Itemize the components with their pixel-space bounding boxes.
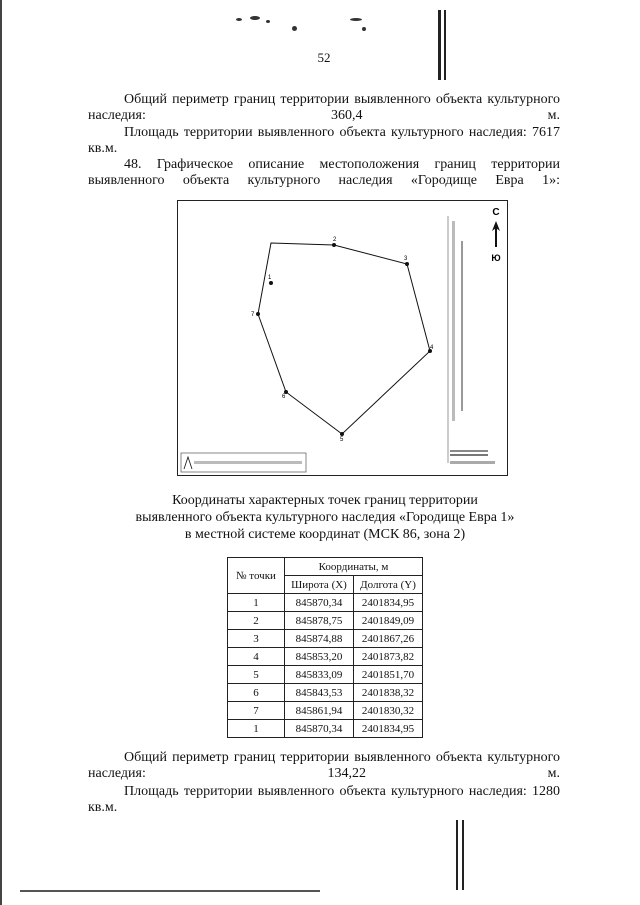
scan-artifact-right-bar [444,10,446,80]
table-row [228,702,423,720]
table-caption [100,492,550,543]
coordinates-table [227,557,423,738]
boundary-polygon [258,243,430,434]
cell-point: 6 [228,684,285,702]
cell-lat: 845870,34 [285,594,354,612]
cell-lon: 2401834,95 [354,594,423,612]
boundary-point [332,243,336,247]
point-label: 5 [340,437,344,443]
cell-lon: 2401849,09 [354,612,423,630]
col-header-coords: Координаты, м [285,558,423,576]
cell-point: 3 [228,630,285,648]
boundary-point [405,262,409,266]
legend-bar [461,241,463,411]
prev-perimeter-text: Общий периметр границ территории выявленного объекта культурного наследия: 360,4 м. [88,92,560,123]
table-row [228,666,423,684]
boundary-point [340,432,344,436]
cell-lat: 845843,53 [285,684,354,702]
caption-line: Координаты характерных точек границ территории [172,493,478,508]
scan-artifact-bottom-line [20,890,320,892]
cell-point: 1 [228,720,285,738]
south-arrow-label: Ю [491,253,501,263]
cell-point: 2 [228,612,285,630]
cell-lon: 2401851,70 [354,666,423,684]
table-row [228,612,423,630]
caption-line: выявленного объекта культурного наследия «Городище Евра 1» [135,510,515,525]
cell-lat: 845861,94 [285,702,354,720]
scan-artifact-left-edge [0,0,2,905]
legend-bar [452,221,455,421]
point-label: 2 [333,237,337,243]
cell-point: 4 [228,648,285,666]
cell-point: 7 [228,702,285,720]
cell-lat: 845874,88 [285,630,354,648]
legend-symbol-icon [184,457,192,469]
boundary-map [177,200,508,476]
cell-lat: 845833,09 [285,666,354,684]
point-label: 3 [404,256,408,262]
scale-bar-fill [450,454,488,456]
table-row [228,594,423,612]
table-row [228,630,423,648]
table-row [228,684,423,702]
prev-area-text: Площадь территории выявленного объекта культурного наследия: 7617 кв.м. [88,125,560,156]
boundary-point [269,281,273,285]
cell-lon: 2401867,26 [354,630,423,648]
point-label: 1 [268,275,272,281]
cell-point: 1 [228,594,285,612]
cell-lon: 2401873,82 [354,648,423,666]
north-arrow-label: С [492,207,500,218]
scale-text-smudge [450,461,495,464]
col-header-lon: Долгота (Y) [354,576,423,594]
cell-lat: 845870,34 [285,720,354,738]
cell-lat: 845878,75 [285,612,354,630]
section-heading: 48. Графическое описание местоположения границ территории выявленного объекта культурного наследия «Городище Евра 1»: [88,157,560,188]
col-header-point: № точки [228,558,285,594]
current-perimeter-text: Общий периметр границ территории выявленного объекта культурного наследия: 134,22 м. [88,750,560,781]
boundary-point [256,312,260,316]
scan-artifact-right-bar [456,820,458,890]
legend-text-smudge [194,461,302,464]
cell-lon: 2401834,95 [354,720,423,738]
point-label: 4 [430,345,434,351]
scan-artifact-right-bar [438,10,441,80]
caption-line: в местной системе координат (МСК 86, зона 2) [184,527,466,542]
table-row [228,720,423,738]
page-number: 52 [317,50,331,65]
cell-lon: 2401838,32 [354,684,423,702]
point-label: 7 [251,312,255,318]
col-header-lat: Широта (X) [285,576,354,594]
cell-point: 5 [228,666,285,684]
point-label: 6 [282,394,286,400]
current-area-text: Площадь территории выявленного объекта культурного наследия: 1280 кв.м. [88,784,560,815]
table-row [228,648,423,666]
cell-lon: 2401830,32 [354,702,423,720]
scan-artifact-right-bar [462,820,464,890]
cell-lat: 845853,20 [285,648,354,666]
